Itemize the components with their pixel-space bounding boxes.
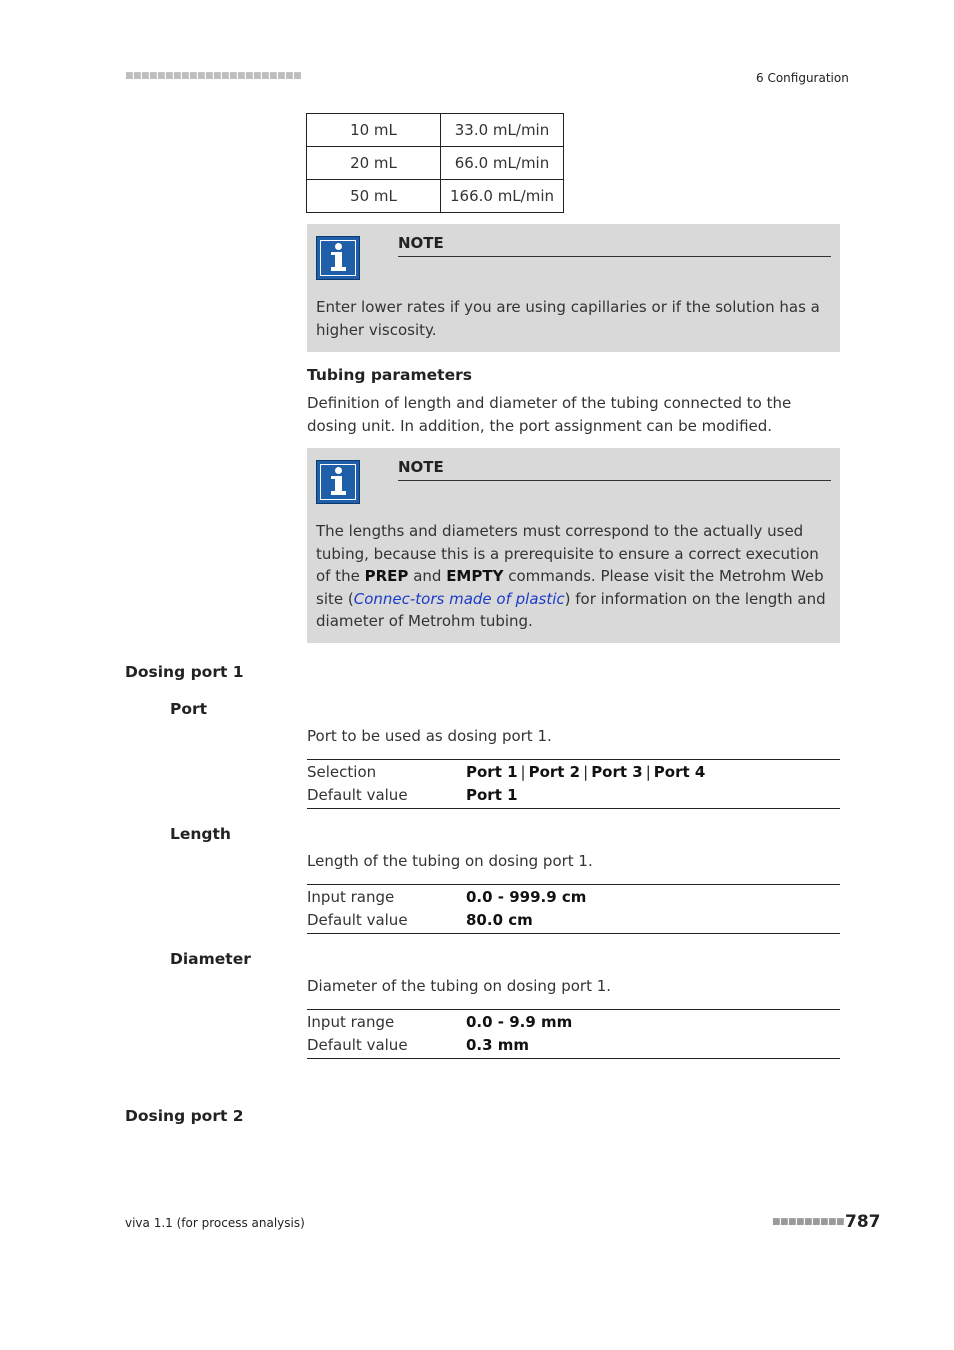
note-box [307, 448, 840, 643]
table-row [307, 114, 564, 147]
note-box [307, 224, 840, 352]
param-length-desc: Length of the tubing on dosing port 1. [307, 852, 593, 870]
table-row: Default value 0.3 mm [307, 1035, 530, 1054]
table-cell: 33.0 mL/min [441, 114, 564, 147]
header-decoration: ■■■■■■■■■■■■■■■■■■■■■■ [125, 71, 302, 81]
dosing-port-1-heading: Dosing port 1 [125, 663, 244, 681]
param-port-table [307, 759, 840, 809]
param-port-label: Port [170, 700, 208, 718]
web-link[interactable]: Connec-tors made of plastic [353, 589, 565, 608]
param-diameter-label: Diameter [170, 950, 251, 968]
section-heading: Tubing parameters [307, 366, 472, 384]
param-port-desc: Port to be used as dosing port 1. [307, 727, 552, 745]
table-cell: 50 mL [307, 180, 441, 213]
table-row: Default value 80.0 cm [307, 910, 533, 929]
table-row: Input range 0.0 - 999.9 cm [307, 888, 587, 907]
param-diameter-desc: Diameter of the tubing on dosing port 1. [307, 977, 612, 995]
command-empty: EMPTY [446, 567, 504, 585]
param-diameter-table [307, 1009, 840, 1059]
table-cell: 20 mL [307, 147, 441, 180]
note-title: NOTE [398, 458, 831, 481]
note-text: The lengths and diameters must correspond to the actually used tubing, because this is a prerequisite to ensure a correct execution of the PREP and EMPTY commands. Please visit the Metrohm Web site (Connec-tors made of plastic) for information on the length and diameter of Metrohm tubing. [316, 522, 826, 630]
footer-product: viva 1.1 (for process analysis) [125, 1216, 305, 1230]
param-length-table [307, 884, 840, 934]
footer-decoration: ■■■■■■■■■ [772, 1217, 845, 1227]
page-number: 787 [845, 1212, 881, 1232]
table-cell: 166.0 mL/min [441, 180, 564, 213]
rates-table [306, 113, 564, 213]
command-prep: PREP [364, 567, 409, 585]
note-title: NOTE [398, 234, 831, 257]
info-icon [316, 460, 360, 504]
port-options: Port 1 | Port 2 | Port 3 | Port 4 [466, 763, 706, 782]
table-row [307, 147, 564, 180]
note-text: Enter lower rates if you are using capillaries or if the solution has a higher viscosity. [316, 298, 820, 339]
table-cell: 66.0 mL/min [441, 147, 564, 180]
table-cell: 10 mL [307, 114, 441, 147]
table-row [307, 180, 564, 213]
dosing-port-2-heading: Dosing port 2 [125, 1107, 244, 1125]
table-row: Input range 0.0 - 9.9 mm [307, 1013, 573, 1032]
chapter-title: 6 Configuration [756, 71, 849, 85]
table-row: Selection Port 1 | Port 2 | Port 3 | Port 4 [307, 763, 706, 782]
info-icon [316, 236, 360, 280]
section-text: Definition of length and diameter of the tubing connected to the dosing unit. In addition, the port assignment can be modified. [307, 394, 792, 435]
table-row: Default value Port 1 [307, 785, 518, 804]
param-length-label: Length [170, 825, 231, 843]
